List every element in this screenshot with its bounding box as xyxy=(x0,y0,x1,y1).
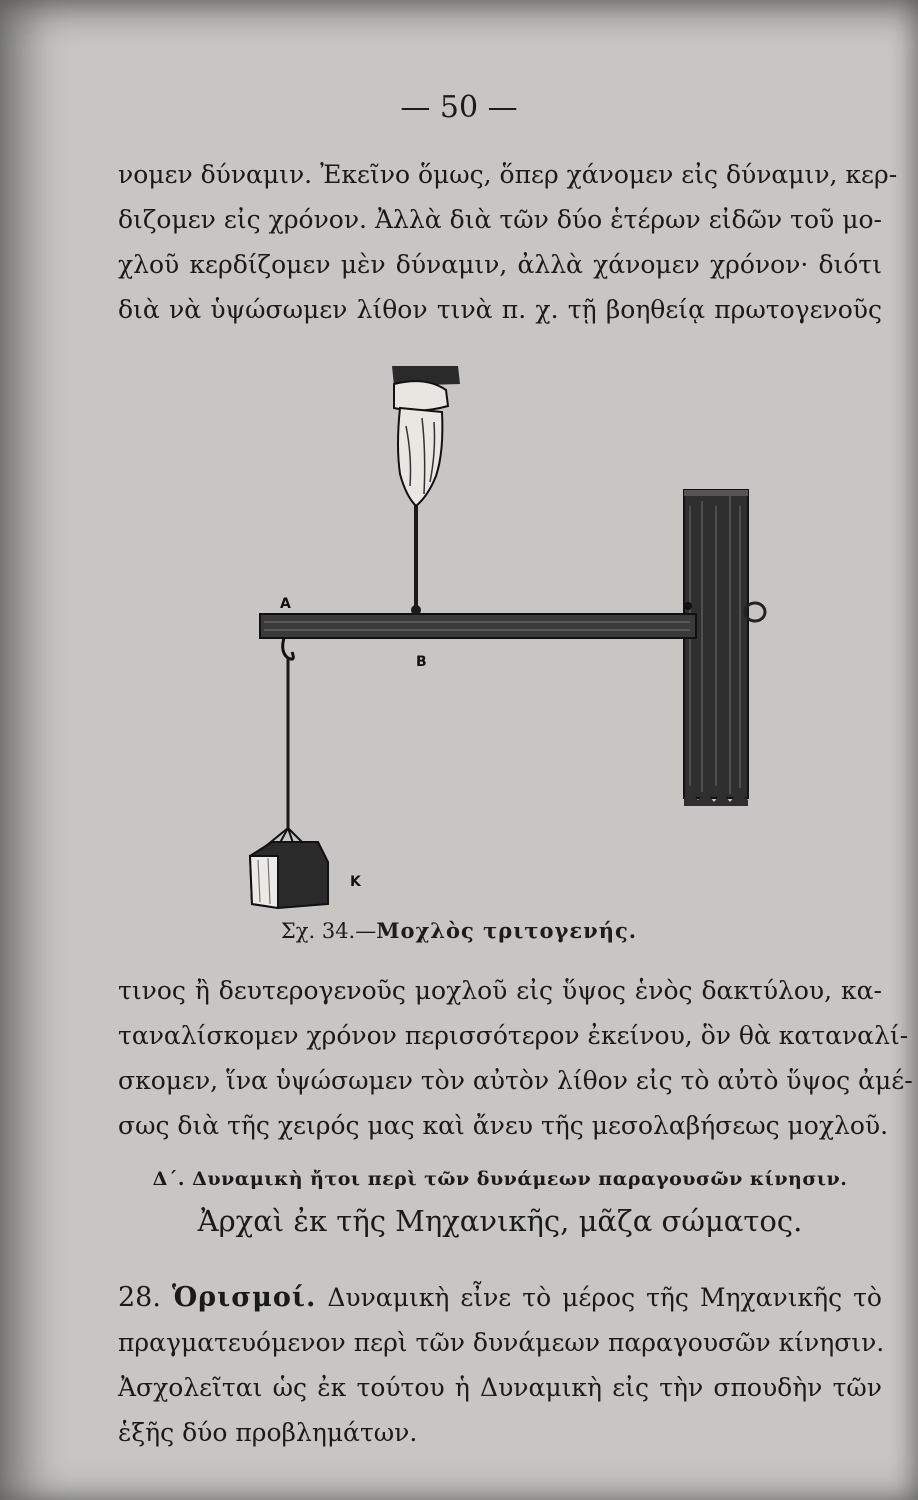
text-line: χλοῦ κερδίζομεν μὲν δύναμιν, ἀλλὰ χάνομεν χρόνον· διότι xyxy=(118,250,882,279)
section-heading: Δ΄. Δυναμικὴ ἤτοι περὶ τῶν δυνάμεων παραγουσῶν κίνησιν. xyxy=(152,1168,848,1190)
text-line: ἑξῆς δύο προβλημάτων. xyxy=(118,1418,418,1447)
label-k: K xyxy=(350,874,361,890)
lever-illustration xyxy=(230,356,790,916)
definition-title: Ὁρισμοί. xyxy=(171,1282,317,1313)
text-line: τινος ἢ δευτερογενοῦς μοχλοῦ εἰς ὕψος ἑνὸς δακτύλου, κα- xyxy=(118,976,882,1005)
text-line: Ἀσχολεῖται ὡς ἐκ τούτου ἡ Δυναμικὴ εἰς τὴν σπουδὴν τῶν xyxy=(118,1373,882,1402)
text-line: πραγματευόμενον περὶ τῶν δυνάμεων παραγουσῶν κίνησιν. xyxy=(118,1328,885,1357)
text-line: ταναλίσκομεν χρόνον περισσότερον ἐκείνου, ὃν θὰ καταναλί- xyxy=(118,1021,909,1050)
lever-beam xyxy=(260,614,696,638)
text-line: διὰ νὰ ὑψώσωμεν λίθον τινὰ π. χ. τῇ βοηθείᾳ πρωτογενοῦς xyxy=(118,295,882,324)
text-line: σκομεν, ἵνα ὑψώσωμεν τὸν αὐτὸν λίθον εἰς τὸ αὐτὸ ὕψος ἀμέ- xyxy=(118,1066,913,1095)
mid-paragraph xyxy=(118,968,913,1148)
page-number: — 50 — xyxy=(400,90,518,125)
weight-stone xyxy=(250,828,328,908)
figure-caption xyxy=(0,918,918,943)
label-a: A xyxy=(280,596,291,612)
hand-icon xyxy=(392,366,460,506)
definition-first-line xyxy=(118,1275,882,1320)
label-b: B xyxy=(416,654,427,670)
paragraph-number: 28. xyxy=(118,1282,161,1313)
hook xyxy=(283,638,294,659)
definition-paragraph xyxy=(118,1275,885,1455)
caption-prefix: Σχ. 34.— xyxy=(280,919,377,943)
section-subheading: Ἀρχαὶ ἐκ τῆς Μηχανικῆς, μᾶζα σώματος. xyxy=(197,1204,803,1238)
text-line: σως διὰ τῆς χειρός μας καὶ ἄνευ τῆς μεσολαβήσεως μοχλοῦ. xyxy=(118,1111,889,1140)
definition-first-line-text: Δυναμικὴ εἶνε τὸ μέρος τῆς Μηχανικῆς τὸ xyxy=(327,1283,882,1312)
text-line: διζομεν εἰς χρόνον. Ἀλλὰ διὰ τῶν δύο ἑτέρων εἰδῶν τοῦ μο- xyxy=(118,205,882,234)
caption-title: Μοχλὸς τριτογενής. xyxy=(376,918,638,943)
text-line: νομεν δύναμιν. Ἐκεῖνο ὅμως, ὅπερ χάνομεν εἰς δύναμιν, κερ- xyxy=(118,160,898,189)
top-paragraph xyxy=(118,152,898,332)
